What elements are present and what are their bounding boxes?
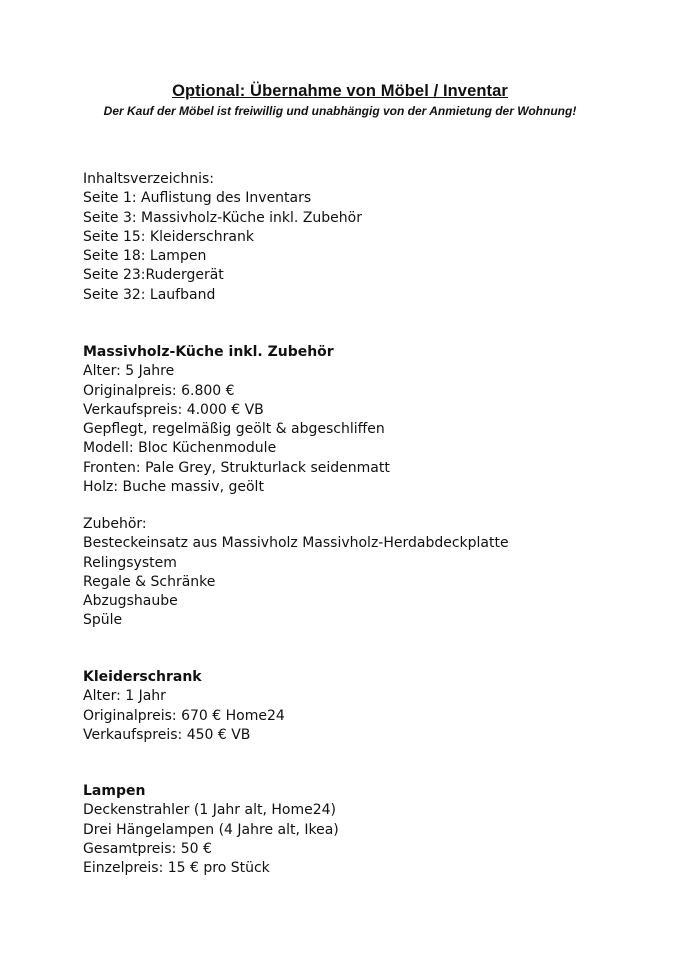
lamps-detail: Einzelpreis: 15 € pro Stück [83,860,270,877]
accessory-item: Spüle [83,612,123,629]
table-of-contents [83,170,643,305]
lamps-detail: Drei Hängelampen (4 Jahre alt, Ikea) [83,821,339,838]
accessories-heading: Zubehör: [83,516,147,532]
page-title: Optional: Übernahme von Möbel / Inventar [172,82,508,100]
toc-item: Seite 23:Rudergerät [83,267,224,284]
page-subtitle: Der Kauf der Möbel ist freiwillig und unabhängig von der Anmietung der Wohnung! [103,104,577,118]
toc-item: Seite 18: Lampen [83,248,207,265]
kitchen-heading: Massivholz-Küche inkl. Zubehör [83,344,334,360]
accessory-item: Regale & Schränke [83,573,216,590]
toc-item: Seite 3: Massivholz-Küche inkl. Zubehör [83,209,362,226]
wardrobe-detail: Alter: 1 Jahr [83,688,166,705]
toc-item: Seite 15: Kleiderschrank [83,228,254,245]
kitchen-detail: Originalpreis: 6.800 € [83,382,235,399]
kitchen-detail: Holz: Buche massiv, geölt [83,479,264,496]
kitchen-detail: Alter: 5 Jahre [83,363,175,380]
lamps-section [83,782,643,878]
kitchen-detail: Verkaufspreis: 4.000 € VB [83,401,264,418]
toc-item: Seite 32: Laufband [83,286,216,303]
accessory-item: Besteckeinsatz aus Massivholz Massivholz-Herdabdeckplatte [83,535,509,552]
wardrobe-detail: Verkaufspreis: 450 € VB [83,726,251,743]
lamps-detail: Deckenstrahler (1 Jahr alt, Home24) [83,802,336,819]
wardrobe-heading: Kleiderschrank [83,669,202,685]
lamps-heading: Lampen [83,783,146,799]
toc-heading: Inhaltsverzeichnis: [83,171,214,187]
kitchen-detail: Gepflegt, regelmäßig geölt & abgeschliffen [83,421,385,438]
kitchen-detail: Fronten: Pale Grey, Strukturlack seidenmatt [83,459,390,476]
lamps-detail: Gesamtpreis: 50 € [83,840,212,857]
kitchen-section [83,343,643,497]
wardrobe-section [83,668,643,745]
kitchen-accessories [83,515,643,631]
accessory-item: Relingsystem [83,554,177,571]
toc-item: Seite 1: Auflistung des Inventars [83,190,312,207]
kitchen-detail: Modell: Bloc Küchenmodule [83,440,277,457]
wardrobe-detail: Originalpreis: 670 € Home24 [83,707,285,724]
accessory-item: Abzugshaube [83,593,178,610]
